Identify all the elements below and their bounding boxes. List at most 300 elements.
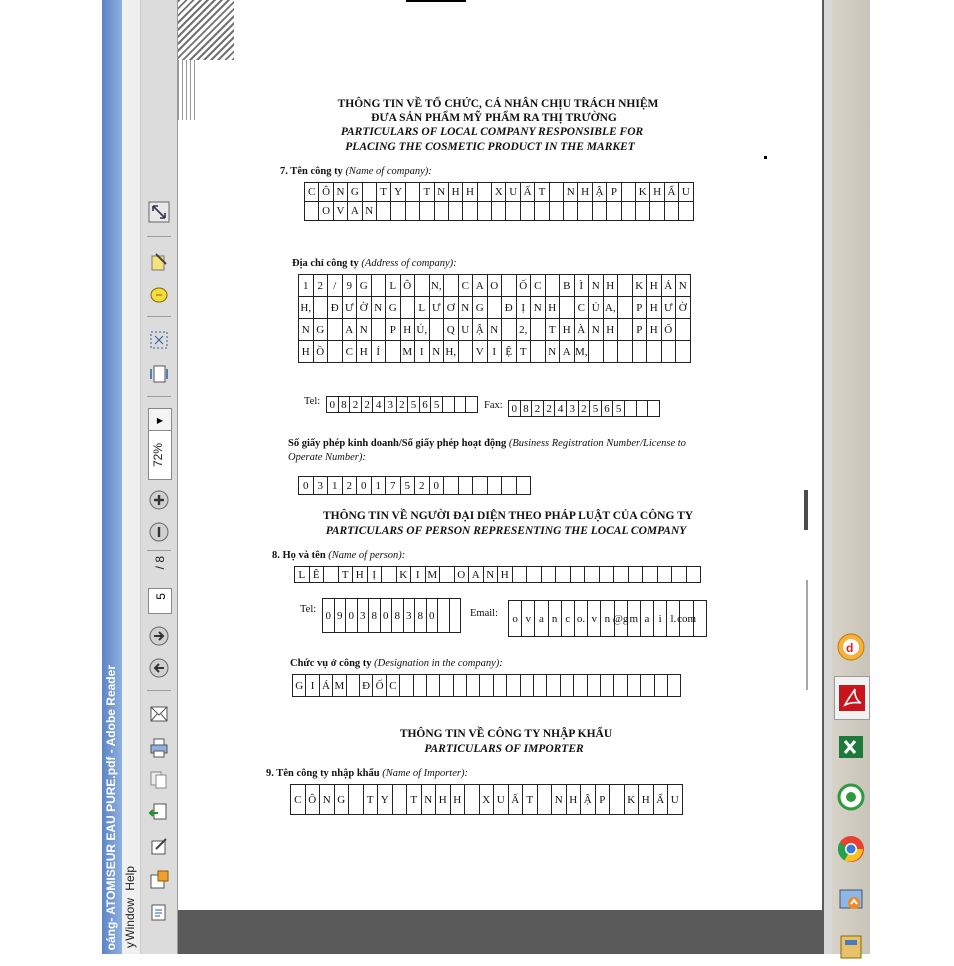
char-box: i	[654, 601, 667, 637]
char-box: U	[506, 183, 520, 202]
section3-title-vi: THÔNG TIN VỀ CÔNG TY NHẬP KHẨU	[399, 728, 613, 740]
char-box: Ị	[517, 297, 532, 319]
char-box: n	[601, 601, 614, 637]
char-box: N	[459, 297, 474, 319]
char-box	[438, 599, 450, 633]
char-box: C	[459, 275, 474, 297]
document-viewport[interactable]	[178, 0, 824, 954]
importer-label-vi: 9. Tên công ty nhập khẩu	[266, 768, 380, 779]
char-box: U	[679, 183, 693, 202]
char-box	[676, 341, 691, 363]
char-box: Đ	[360, 675, 373, 697]
char-box: H	[299, 341, 314, 363]
char-box: C	[531, 275, 546, 297]
char-box: X	[480, 785, 495, 815]
char-box	[513, 567, 528, 583]
char-box	[305, 202, 319, 221]
char-box: H	[560, 319, 575, 341]
char-box	[478, 202, 492, 221]
scan-mark	[806, 580, 808, 690]
char-box	[550, 202, 564, 221]
person-tel-grid	[322, 598, 461, 633]
highlight-note-icon[interactable]	[147, 250, 171, 274]
business-license-grid	[298, 476, 531, 495]
char-box: 2	[343, 477, 358, 495]
char-box: T	[420, 183, 434, 202]
email-icon[interactable]	[147, 702, 171, 726]
char-box: N	[589, 275, 604, 297]
char-box: 5	[401, 477, 416, 495]
person-name-label	[272, 550, 405, 561]
section1-title-en-2: PLACING THE COSMETIC PRODUCT IN THE MARKET	[345, 141, 635, 153]
char-box: Ẩ	[665, 183, 679, 202]
char-box: 2	[579, 401, 591, 417]
char-box: c	[562, 601, 575, 637]
acrobat-icon[interactable]	[834, 676, 870, 720]
section1-title-vi-2: ĐƯA SẢN PHẨM MỸ PHẨM RA THỊ TRƯỜNG	[371, 112, 617, 124]
char-box	[494, 675, 507, 697]
char-box: 2	[397, 397, 409, 413]
char-box	[574, 675, 587, 697]
toolbar-separator	[147, 316, 171, 317]
char-box: 0	[430, 477, 445, 495]
address-label	[292, 258, 457, 269]
char-box	[561, 675, 574, 697]
expand-icon[interactable]	[147, 200, 171, 224]
page-number-field[interactable]	[148, 588, 172, 614]
address-row-3	[298, 319, 691, 341]
chrome-icon[interactable]	[834, 828, 868, 870]
char-box: H	[604, 275, 619, 297]
char-box	[349, 785, 364, 815]
char-box: 9	[335, 599, 347, 633]
char-box	[694, 601, 707, 637]
char-box: 6	[602, 401, 614, 417]
char-box: G	[348, 183, 362, 202]
char-box: Ú,	[415, 319, 430, 341]
char-box: I	[306, 675, 319, 697]
char-box	[517, 477, 532, 495]
char-box: 2	[350, 397, 362, 413]
window-title: oáng- ATOMISEUR EAU PURE.pdf - Adobe Reader	[104, 664, 118, 950]
char-box: H	[498, 567, 513, 583]
person-tel-label: Tel:	[300, 604, 317, 615]
char-box: Ô	[306, 785, 321, 815]
char-box	[589, 341, 604, 363]
char-box: Ư	[430, 297, 445, 319]
char-box	[427, 675, 440, 697]
char-box: H,	[299, 297, 314, 319]
section3-title-en: PARTICULARS OF IMPORTER	[424, 743, 584, 755]
char-box: Ấ	[509, 785, 524, 815]
char-box	[521, 675, 534, 697]
address-grid	[298, 274, 691, 363]
char-box: I	[488, 341, 503, 363]
char-box	[414, 675, 427, 697]
company-row-2	[304, 202, 694, 221]
char-box: Ậ	[581, 785, 596, 815]
char-box: N	[320, 785, 335, 815]
save-icon[interactable]	[147, 800, 171, 824]
address-row-2	[298, 297, 691, 319]
char-box: K	[636, 183, 650, 202]
char-box: H,	[444, 341, 459, 363]
char-box	[459, 341, 474, 363]
char-box: H	[436, 785, 451, 815]
idm-icon[interactable]	[834, 626, 868, 668]
char-box: H	[401, 319, 416, 341]
char-box: /	[328, 275, 343, 297]
char-box	[585, 567, 600, 583]
char-box	[679, 202, 693, 221]
char-box: O	[488, 275, 503, 297]
char-box: 0	[346, 599, 358, 633]
char-box: T	[523, 785, 538, 815]
char-box: 4	[555, 401, 567, 417]
char-box	[550, 183, 564, 202]
char-box	[328, 341, 343, 363]
email-label: Email:	[470, 608, 498, 619]
fit-page-icon[interactable]	[147, 362, 171, 386]
char-box: 3	[567, 401, 579, 417]
zoom-in-icon[interactable]	[147, 488, 171, 512]
char-box	[473, 477, 488, 495]
char-box	[521, 202, 535, 221]
char-box: T	[364, 785, 379, 815]
char-box: T	[546, 319, 561, 341]
person-name-label-en: (Name of person):	[328, 550, 406, 561]
char-box: Y	[391, 183, 405, 202]
menu-window[interactable]: Window	[123, 898, 137, 941]
char-box: 5	[431, 397, 443, 413]
char-box: B	[560, 275, 575, 297]
char-box: Ì	[575, 275, 590, 297]
fax-grid	[508, 400, 660, 417]
section1-title-vi-1: THÔNG TIN VỀ TỔ CHỨC, CÁ NHÂN CHỊU TRÁCH NHIỆM	[337, 98, 659, 110]
char-box	[454, 675, 467, 697]
zoom-level-value: 72%	[151, 442, 165, 468]
excel-icon[interactable]	[834, 726, 868, 768]
char-box	[560, 297, 575, 319]
char-box	[600, 567, 615, 583]
char-box: Ô	[319, 183, 333, 202]
char-box: Ơ	[444, 297, 459, 319]
email-grid	[508, 600, 707, 637]
char-box	[478, 183, 492, 202]
char-box	[647, 341, 662, 363]
char-box	[610, 785, 625, 815]
char-box: Ậ	[473, 319, 488, 341]
char-box: V	[334, 202, 348, 221]
char-box: 3	[404, 599, 416, 633]
char-box: l.	[667, 601, 680, 637]
char-box	[687, 567, 702, 583]
window-title-bar	[102, 0, 122, 954]
char-box: 5	[408, 397, 420, 413]
section1-title-en-1: PARTICULARS OF LOCAL COMPANY RESPONSIBLE FOR	[340, 126, 644, 138]
char-box	[382, 567, 397, 583]
select-icon[interactable]	[147, 328, 171, 352]
char-box: T	[407, 785, 422, 815]
char-box: 8	[339, 397, 351, 413]
char-box	[531, 319, 546, 341]
char-box	[314, 297, 329, 319]
vertical-scrollbar[interactable]	[824, 0, 832, 954]
char-box: H	[451, 785, 466, 815]
zoom-dropdown-arrow[interactable]: ▶	[148, 408, 172, 432]
char-box	[406, 202, 420, 221]
char-box: Ệ	[502, 341, 517, 363]
char-box	[324, 567, 339, 583]
char-box: N	[564, 183, 578, 202]
char-box	[618, 275, 633, 297]
company-name-label-vi: 7. Tên công ty	[280, 166, 343, 177]
char-box	[406, 183, 420, 202]
char-box	[538, 785, 553, 815]
char-box	[604, 341, 619, 363]
menu-view[interactable]: y	[123, 942, 137, 948]
address-row-4	[298, 341, 691, 363]
char-box: A	[348, 202, 362, 221]
char-box: m	[628, 601, 641, 637]
char-box: M	[401, 341, 416, 363]
char-box: H	[578, 183, 592, 202]
char-box: N	[334, 183, 348, 202]
char-box	[488, 297, 503, 319]
char-box: K	[625, 785, 640, 815]
char-box: H	[647, 297, 662, 319]
char-box: Á	[320, 675, 333, 697]
char-box	[633, 341, 648, 363]
char-box: v	[522, 601, 535, 637]
char-box	[658, 567, 673, 583]
char-box	[507, 675, 520, 697]
char-box: H	[604, 319, 619, 341]
char-box: Q	[444, 319, 459, 341]
char-box	[328, 319, 343, 341]
char-box	[618, 341, 633, 363]
char-box	[578, 202, 592, 221]
char-box	[502, 477, 517, 495]
char-box: Ố	[373, 675, 386, 697]
char-box: 6	[420, 397, 432, 413]
char-box	[386, 341, 401, 363]
company-name-label	[280, 166, 432, 177]
char-box: K	[397, 567, 412, 583]
char-box: H	[353, 567, 368, 583]
char-box: Ị	[368, 567, 383, 583]
position-grid	[292, 674, 681, 697]
char-box: Đ	[502, 297, 517, 319]
char-box: 0	[381, 599, 393, 633]
char-box: G	[314, 319, 329, 341]
char-box: H	[650, 183, 664, 202]
char-box	[637, 401, 649, 417]
char-box: Ư	[662, 297, 677, 319]
char-box: M,	[575, 341, 590, 363]
char-box: O	[455, 567, 470, 583]
char-box: P	[607, 183, 621, 202]
toolbar-separator	[147, 690, 171, 691]
char-box	[502, 275, 517, 297]
char-box: L	[415, 297, 430, 319]
refresh-tool-icon[interactable]	[834, 776, 868, 818]
person-name-label-vi: 8. Họ và tên	[272, 550, 326, 561]
section2-title-vi: THÔNG TIN VỀ NGƯỜI ĐẠI DIỆN THEO PHÁP LUẬT CỦA CÔNG TY	[322, 510, 694, 522]
copy-icon[interactable]	[147, 768, 171, 792]
edit-icon[interactable]	[147, 834, 171, 858]
char-box: P	[633, 297, 648, 319]
char-box	[466, 397, 478, 413]
char-box: N	[552, 785, 567, 815]
business-license-label-en2	[288, 452, 366, 463]
page-number-value: 5	[154, 593, 168, 600]
scan-noise	[178, 0, 234, 60]
char-box	[444, 477, 459, 495]
char-box	[622, 202, 636, 221]
char-box: Ô	[401, 275, 416, 297]
char-box: 1	[299, 275, 314, 297]
char-box: Í	[372, 341, 387, 363]
char-box: H	[647, 319, 662, 341]
taskbar	[832, 0, 870, 954]
char-box	[628, 675, 641, 697]
highlight-marker-icon[interactable]	[147, 282, 171, 306]
char-box: H	[463, 183, 477, 202]
business-license-label-vi: Số giấy phép kinh doanh/Số giấy phép hoạt động	[288, 438, 507, 449]
char-box	[588, 675, 601, 697]
char-box	[625, 401, 637, 417]
zoom-level-field[interactable]	[148, 430, 172, 480]
previous-page-icon[interactable]	[147, 656, 171, 680]
char-box: 5	[613, 401, 625, 417]
char-box	[391, 202, 405, 221]
char-box	[467, 675, 480, 697]
business-license-label-en2-text: Operate Number):	[288, 452, 366, 463]
char-box: Ấ	[521, 183, 535, 202]
svg-text:d: d	[846, 641, 854, 655]
char-box: H	[449, 183, 463, 202]
char-box: Ậ	[593, 183, 607, 202]
char-box: X	[492, 183, 506, 202]
char-box: N	[676, 275, 691, 297]
char-box	[547, 675, 560, 697]
char-box	[372, 319, 387, 341]
char-box: Ố	[662, 319, 677, 341]
char-box: H	[357, 341, 372, 363]
char-box	[662, 341, 677, 363]
scan-noise	[178, 60, 198, 120]
print-icon[interactable]	[147, 736, 171, 760]
menu-help[interactable]: Help	[123, 866, 137, 891]
char-box	[593, 202, 607, 221]
char-box: H	[546, 297, 561, 319]
importer-label-en: (Name of Importer):	[382, 768, 468, 779]
char-box: N	[546, 341, 561, 363]
char-box: A	[473, 275, 488, 297]
char-box: M	[333, 675, 346, 697]
char-box: C	[387, 675, 400, 697]
char-box: N	[435, 183, 449, 202]
char-box	[465, 785, 480, 815]
section2-title-en: PARTICULARS OF PERSON REPRESENTING THE LOCAL COMPANY	[325, 525, 687, 537]
char-box: T	[377, 183, 391, 202]
zoom-out-icon[interactable]	[147, 520, 171, 544]
char-box: Ờ	[357, 297, 372, 319]
char-box	[449, 202, 463, 221]
char-box: H	[647, 275, 662, 297]
char-box: T	[517, 341, 532, 363]
char-box	[614, 567, 629, 583]
char-box: A	[343, 319, 358, 341]
char-box	[377, 202, 391, 221]
char-box	[618, 297, 633, 319]
char-box	[622, 183, 636, 202]
char-box: N	[299, 319, 314, 341]
char-box: 3	[358, 599, 370, 633]
char-box: N	[357, 319, 372, 341]
char-box: N	[422, 785, 437, 815]
char-box: U	[494, 785, 509, 815]
folder-icon[interactable]	[834, 878, 868, 920]
share-icon[interactable]	[147, 900, 171, 924]
export-icon[interactable]	[147, 868, 171, 892]
char-box	[614, 675, 627, 697]
char-box	[400, 675, 413, 697]
address-label-vi: Địa chỉ công ty	[292, 258, 359, 269]
char-box	[650, 202, 664, 221]
importer-grid	[290, 784, 683, 815]
char-box: Ư	[343, 297, 358, 319]
char-box: a	[641, 601, 654, 637]
menu-bar	[122, 0, 141, 954]
char-box: 0	[427, 599, 439, 633]
char-box: Y	[378, 785, 393, 815]
char-box	[618, 319, 633, 341]
next-page-icon[interactable]	[147, 624, 171, 648]
char-box: G	[293, 675, 306, 697]
page-total: / 8	[153, 556, 167, 570]
char-box	[463, 202, 477, 221]
char-box	[420, 202, 434, 221]
position-label	[290, 658, 503, 669]
char-box: 2	[415, 477, 430, 495]
char-box: 8	[521, 401, 533, 417]
char-box	[372, 275, 387, 297]
archive-icon[interactable]	[834, 924, 868, 966]
char-box: A	[560, 341, 575, 363]
char-box	[435, 202, 449, 221]
char-box: 0	[327, 397, 339, 413]
char-box: 2	[532, 401, 544, 417]
char-box: 2	[314, 275, 329, 297]
char-box: A	[469, 567, 484, 583]
char-box	[668, 675, 681, 697]
char-box	[629, 567, 644, 583]
char-box	[480, 675, 493, 697]
char-box: C	[343, 341, 358, 363]
char-box: Đ	[328, 297, 343, 319]
char-box	[607, 202, 621, 221]
char-box: N	[531, 297, 546, 319]
char-box: N	[589, 319, 604, 341]
char-box: I	[411, 567, 426, 583]
char-box	[430, 319, 445, 341]
char-box: 0	[299, 477, 314, 495]
char-box: V	[473, 341, 488, 363]
char-box	[440, 567, 455, 583]
char-box: o	[509, 601, 522, 637]
